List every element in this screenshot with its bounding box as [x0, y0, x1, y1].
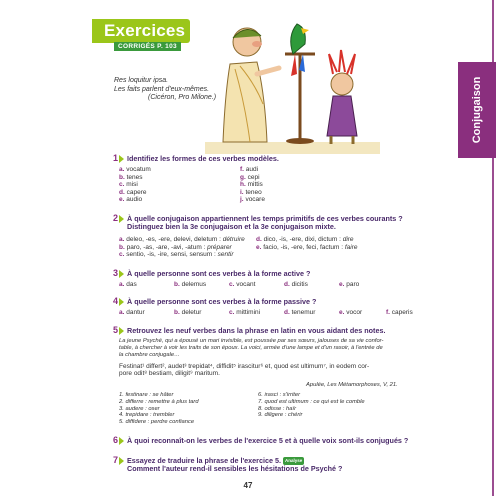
- ex4-item-c: c. mittimini: [229, 309, 261, 316]
- ex3-item-d: d. dicitis: [284, 281, 308, 288]
- roman-figure-illustration: [223, 28, 279, 142]
- ex7-question: 7 Essayez de traduire la phrase de l'exercice 5. Analyse Comment l'auteur rend-il sensibles les hésitations de Psyché ?: [113, 455, 343, 474]
- ex6-number: 6: [113, 435, 119, 445]
- ex5-question: 5 Retrouvez les neuf verbes dans la phrase en latin en vous aidant des notes.: [113, 325, 386, 335]
- side-tab: [458, 62, 496, 158]
- page-title: Exercices: [104, 21, 186, 40]
- ex7-number: 7: [113, 455, 119, 465]
- ex1-col2: f. audi g. cepi h. mittis i. teneo j. vocare: [240, 166, 265, 204]
- analyse-badge: Analyse: [283, 457, 304, 465]
- ex5-notes-left: 1. festinare : se hâter 2. differre : remettre à plus tard 3. audere : oser 4. trepidare : trembler 5. diffidere : perdre confiance: [119, 392, 199, 426]
- quote: [114, 77, 216, 103]
- ex3-number: 3: [113, 268, 119, 278]
- ex5-number: 5: [113, 325, 119, 335]
- ex1-text: Identifiez les formes de ces verbes modèles.: [127, 154, 279, 163]
- ex3-item-e: e. paro: [339, 281, 360, 288]
- ex6-question: 6 À quoi reconnaît-on les verbes de l'exercice 5 et à quelle voix sont-ils conjugués ?: [113, 435, 409, 445]
- arrow-icon: [119, 270, 124, 278]
- quote-latin: Res loquitur ipsa.: [114, 77, 169, 84]
- ex1-question: [113, 154, 279, 163]
- ex4-item-b: b. deletur: [174, 309, 202, 316]
- ex1-number: 1: [113, 153, 119, 163]
- ex4-question: 4 À quelle personne sont ces verbes à la forme passive ?: [113, 296, 317, 306]
- ex2-number: 2: [113, 213, 119, 223]
- ex5-source: Apulée, Les Métamorphoses, V, 21.: [306, 382, 398, 388]
- ex5-notes-right: 6. irasci : s'irriter 7. quod est ultimum : ce qui est le comble 8. odisse : haïr 9. diligere : chérir: [258, 392, 365, 419]
- side-tab-label: Conjugaison: [471, 76, 483, 144]
- ex2-col1: a. deleo, -es, -ere, delevi, deletum : détruire b. paro, -as, -are, -avi, -atum : préparer c. sentio, -is, -ire, sensi, sensum : sentir: [119, 236, 245, 259]
- ex4-number: 4: [113, 296, 119, 306]
- illustration-roman-parrot: [205, 14, 380, 154]
- ex2-col2: d. dico, -is, -ere, dixi, dictum : dire e. facio, -is, -ere, feci, factum : faire: [256, 236, 358, 251]
- arrow-icon: [119, 155, 124, 163]
- page-number: 47: [243, 481, 253, 490]
- ex3-item-a: a. das: [119, 281, 137, 288]
- ex3-item-b: b. delemus: [174, 281, 207, 288]
- ex1-col1: a. vocatum b. tenes c. misi d. capere e. audio: [119, 166, 151, 204]
- ex4-item-e: e. vocor: [339, 309, 363, 316]
- corriges-label: CORRIGÉS P. 103: [114, 42, 181, 51]
- ex4-item-a: a. dantur: [119, 309, 145, 316]
- ex2-question: 2 À quelle conjugaison appartiennent les temps primitifs de ces verbes courants ? Distinguez bien la 3e conjugaison et la 3e conjugaison mixte.: [113, 213, 403, 232]
- parrot-perch-illustration: [285, 24, 315, 144]
- child-figure-illustration: [327, 50, 357, 144]
- ex4-item-f: f. caperis: [386, 309, 413, 316]
- arrow-icon: [119, 327, 124, 335]
- ex4-item-d: d. tenemur: [284, 309, 316, 316]
- quote-french: Les faits parlent d'eux-mêmes.: [114, 85, 210, 93]
- quote-source: (Cicéron, Pro Milone.): [148, 94, 217, 102]
- ex3-question: 3 À quelle personne sont ces verbes à la forme active ?: [113, 268, 311, 278]
- arrow-icon: [119, 437, 124, 445]
- ex3-item-c: c. vocant: [229, 281, 256, 288]
- ex5-latin: Festinat¹ differt², audet³ trepidat⁴, diffidit⁵ irascitur⁶ et, quod est ultimum⁷, in eodem cor- pore odit⁸ bestiam, diligit⁹ maritum.: [119, 363, 370, 378]
- arrow-icon: [119, 298, 124, 306]
- ex5-intro: La jeune Psyché, qui a épousé un mari invisible, est poussée par ses sœurs, jalouses de sa vie confor- table, à chercher à voir les traits de son époux. La voici, armée d'une lampe et d'un rasoir, à l'entrée de la chambre conjugale…: [119, 338, 384, 358]
